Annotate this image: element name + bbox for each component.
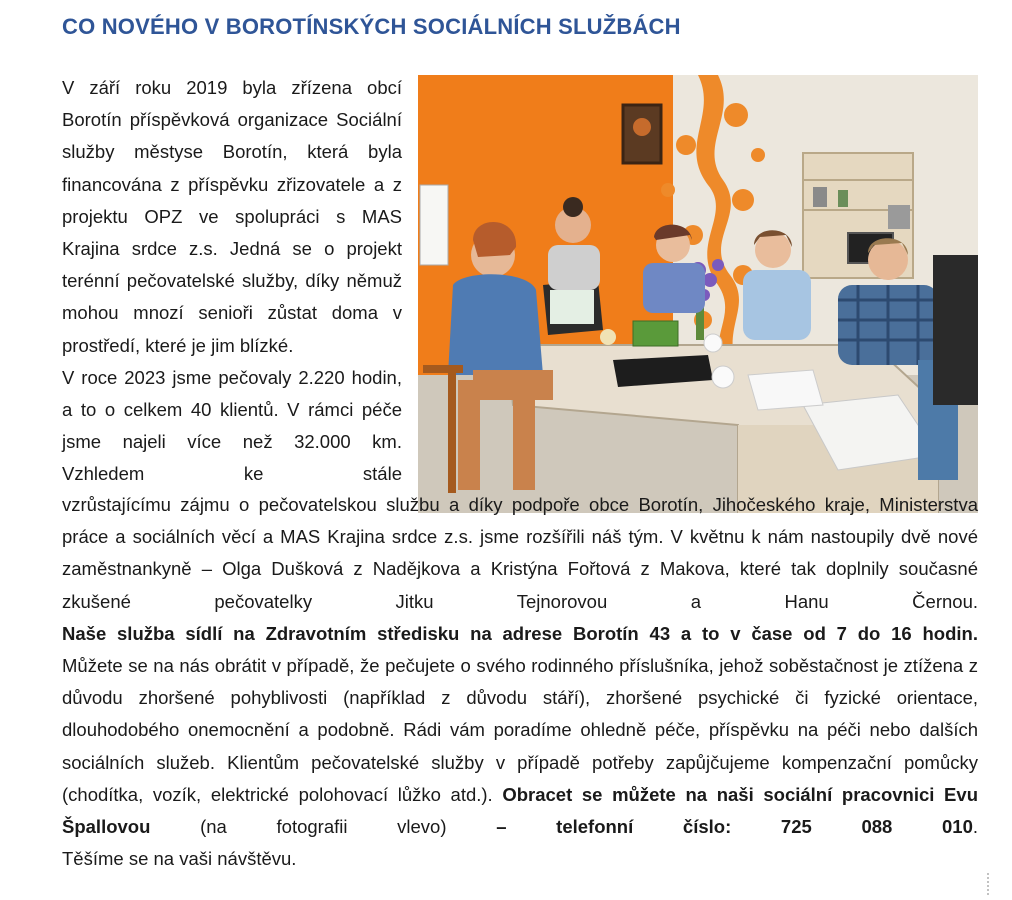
page-corner-marker: [986, 872, 990, 896]
contact-phone: – telefonní číslo: 725 088 010: [496, 816, 973, 838]
office-chair: [933, 255, 978, 405]
contact-note: (na fotografii vlevo): [200, 816, 447, 838]
wall-chart: [420, 185, 448, 265]
team-photo: [418, 75, 978, 513]
closing-paragraph: Těšíme se na vaši návštěvu.: [62, 848, 297, 870]
contact-intro: Můžete se na nás obrátit v případě, že pečujete o svého rodinného příslušníka, jehož soběstačnost je ztížena z důvodu zhoršené pohyblivosti (například z důvodu stáří), zhoršené psychické či fyzické orientace, dlouhodobého onemocnění a podobně. Rádi vám poradíme ohledně péče, příspěvku na péči nebo dalších sociálních služeb. Klientům pečovatelské služby v případě potřeby zapůjčujeme kompenzační pomůcky (chodítka, vozík, elektrické polohovací lůžko atd.).: [62, 655, 978, 805]
continuation-paragraph: [62, 489, 978, 618]
page-title: CO NOVÉHO V BOROTÍNSKÝCH SOCIÁLNÍCH SLUŽBÁCH: [62, 14, 681, 39]
body-text: [62, 489, 978, 875]
stats-paragraph: V roce 2023 jsme pečovaly 2.220 hodin, a to o celkem 40 klientů. V rámci péče jsme najeli více než 32.000 km. Vzhledem ke stále: [62, 366, 402, 485]
box-on-table: [633, 321, 678, 346]
location-text: Naše služba sídlí na Zdravotním středisku na adrese Borotín 43 a to v čase od 7 do 16 hodin.: [62, 622, 978, 644]
location-paragraph: [62, 618, 978, 650]
contact-paragraph: [62, 650, 978, 843]
intro-paragraph: V září roku 2019 byla zřízena obcí Borotín příspěvková organizace Sociální služby městyse Borotín, která byla financována z příspěvku zřizovatele a z projektu OPZ ve spolupráci s MAS Krajina srdce z.s. Jedná se o projekt terénní pečovatelské služby, díky němuž mohou mnozí senioři zůstat doma v prostředí, které je jim blízké.: [62, 77, 402, 356]
column-text: [62, 72, 402, 491]
continuation-text: vzrůstajícímu zájmu o pečovatelskou službu a díky podpoře obce Borotín, Jihočeského kraje, Ministerstva práce a sociálních věcí a MAS Krajina srdce z.s. jsme rozšířili náš tým. V květnu k nám nastoupily dvě nové zaměstnankyně – Olga Dušková z Nadějkova a Kristýna Fořtová z Makova, které tak doplnily současné zkušené pečovatelky Jitku Tejnorovou a Hanu Černou.: [62, 494, 978, 612]
contact-end: .: [972, 816, 979, 838]
contact-bold-1: Obracet se můžete na naši sociální pracovnici Evu Špallovou: [62, 783, 978, 838]
